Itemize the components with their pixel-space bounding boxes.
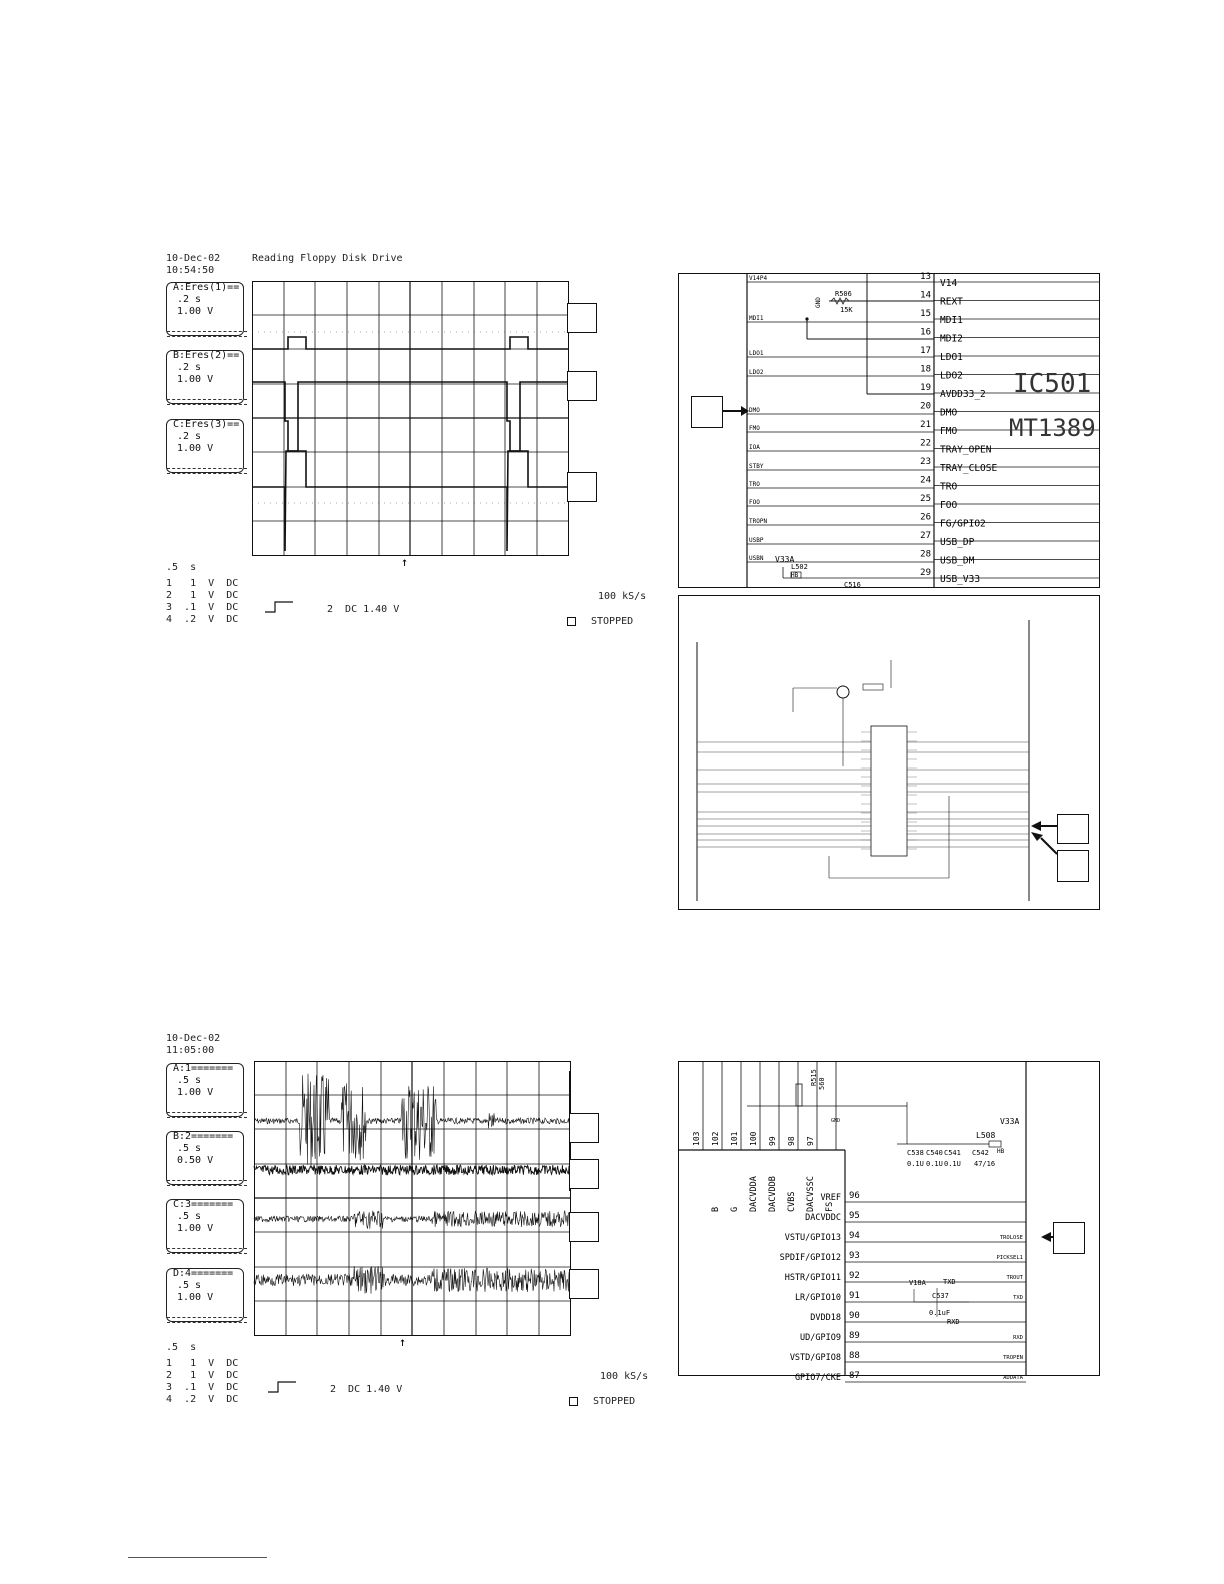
pin-number: 102	[711, 1131, 720, 1146]
menu-time: .5 s	[177, 1280, 202, 1291]
pin-name: TRAY_OPEN	[940, 444, 992, 456]
net-label: FMO	[749, 425, 760, 432]
trigger-edge-icon	[268, 1380, 298, 1394]
ic-part: MT1389	[1009, 414, 1096, 442]
c537-label: C537	[932, 1292, 949, 1300]
trigger-arrow-icon: ↑	[401, 555, 409, 569]
ic-name: IC501	[1013, 369, 1092, 399]
pin-number: 98	[787, 1136, 796, 1146]
scope2-ch2: 2 1 V DC	[166, 1370, 239, 1381]
l508-value: HB	[997, 1148, 1005, 1155]
pin-name: USB_DM	[940, 555, 975, 567]
net-label: STBY	[749, 463, 764, 470]
menu-title: B:Eres(2)==	[173, 350, 240, 361]
stop-indicator-icon	[567, 617, 576, 626]
pin-name: FS	[825, 1201, 835, 1212]
scope1-trigger: 2 DC 1.40 V	[327, 604, 400, 615]
scope2-ch1: 1 1 V DC	[166, 1358, 239, 1369]
net-label: PICKSEL1	[996, 1255, 1023, 1261]
pin-number: 25	[920, 494, 931, 504]
c537-value: 0.1uF	[929, 1309, 951, 1317]
menu-title: A:1=======	[173, 1063, 234, 1074]
c538-label: C538	[907, 1149, 924, 1157]
menu-divider	[167, 1248, 247, 1254]
scope2-menu-b	[166, 1131, 244, 1185]
pin-number: 89	[849, 1331, 860, 1341]
l502-value: HB	[791, 572, 799, 579]
v33a-label: V33A	[775, 555, 795, 564]
scope1-ch1: 1 1 V DC	[166, 578, 239, 589]
scope2-ref-box-2	[569, 1159, 599, 1189]
pin-name: G	[730, 1206, 740, 1212]
scope2-menu-a	[166, 1063, 244, 1117]
pin-name: DVDD18	[810, 1313, 841, 1323]
schem3-ref-box	[1053, 1222, 1085, 1254]
pin-name: FG/GPIO2	[940, 518, 986, 530]
net-label: TRO	[749, 481, 760, 488]
pin-name: USB_DP	[940, 537, 975, 548]
net-label: TXD	[1013, 1295, 1023, 1301]
stop-indicator-icon	[569, 1397, 578, 1406]
pin-name: DACVSSC	[806, 1176, 816, 1212]
scope2-screen	[254, 1061, 572, 1349]
net-label: TROUT	[1006, 1275, 1023, 1281]
scope2-rate: 100 kS/s	[600, 1371, 649, 1382]
menu-title: D:4=======	[173, 1268, 234, 1279]
scope2-status: STOPPED	[593, 1396, 636, 1407]
pin-number: 99	[768, 1136, 777, 1146]
pin-number: 88	[849, 1351, 860, 1361]
scope1-ref-box-2	[567, 371, 597, 401]
scope1-caption: Reading Floppy Disk Drive	[252, 253, 403, 264]
scope2-menu-c	[166, 1199, 244, 1253]
arrow-icon	[1041, 1232, 1051, 1242]
c541-label: C541	[944, 1149, 961, 1157]
arrow-icon-1	[1031, 821, 1041, 831]
scope2-date: 10-Dec-02	[166, 1033, 221, 1044]
v33a-label: V33A	[1000, 1117, 1020, 1126]
menu-divider	[167, 468, 247, 474]
pin-number: 101	[730, 1131, 739, 1146]
pin-name: FMO	[940, 426, 958, 437]
arrow-icon	[741, 406, 749, 416]
scope1-ref-box-1	[567, 303, 597, 333]
pin-number: 29	[920, 568, 931, 578]
pin-number: 19	[920, 383, 931, 393]
gnd-label: GND	[831, 1118, 841, 1124]
schem2-ref-box-1	[1057, 814, 1089, 844]
rxd-node-label: RXD	[947, 1318, 960, 1326]
r506-label: R506	[835, 290, 852, 298]
gnd-label: GND	[815, 297, 822, 308]
net-label: TROLOSE	[999, 1235, 1023, 1241]
scope1-ch4: 4 .2 V DC	[166, 614, 239, 625]
ic-body	[871, 726, 907, 856]
scope2-ch3: 3 .1 V DC	[166, 1382, 239, 1393]
pin-number: 100	[749, 1131, 758, 1146]
net-label: MDI1	[749, 315, 764, 322]
menu-divider	[167, 1180, 247, 1186]
pin-number: 20	[920, 401, 931, 412]
pin-name: DACVDDC	[805, 1213, 841, 1223]
schematic-dac-pins	[678, 1061, 1100, 1383]
net-label: DMO	[749, 407, 760, 414]
r515-resistor	[796, 1084, 802, 1106]
pin-number: 90	[849, 1311, 860, 1321]
pin-number: 21	[920, 420, 931, 430]
trigger-edge-icon	[265, 600, 295, 614]
pin-name: USB_V33	[940, 574, 981, 585]
menu-divider	[167, 331, 247, 337]
pin-number: 91	[849, 1291, 860, 1301]
c516-label: C516	[844, 581, 861, 589]
pin-name: LDO2	[940, 370, 963, 382]
menu-volt: 1.00 V	[177, 374, 214, 385]
pin-number: 28	[920, 549, 931, 560]
pin-name: REXT	[940, 296, 963, 308]
pin-name: LR/GPIO10	[794, 1293, 841, 1303]
scope1-status: STOPPED	[591, 616, 634, 627]
pin-number: 13	[920, 272, 931, 282]
menu-title: A:Eres(1)==	[173, 282, 240, 293]
pin-name: GPIO7/CKE	[794, 1373, 841, 1383]
pin-name: VSTD/GPIO8	[789, 1353, 841, 1363]
schem2-ref-box-2	[1057, 850, 1089, 882]
pin-number: 16	[920, 327, 931, 338]
pin-name: LDO1	[940, 352, 963, 363]
scope1-ch3: 3 .1 V DC	[166, 602, 239, 613]
r506-value: 15K	[840, 306, 853, 314]
pin-name: MDI2	[940, 333, 963, 345]
menu-divider	[167, 1112, 247, 1118]
pin-name: AVDD33_2	[940, 389, 986, 400]
schem1-ref-box	[691, 396, 723, 428]
pin-name: FOO	[940, 500, 958, 511]
pin-name: V14	[940, 278, 958, 289]
schematic-dac-drawing	[679, 1062, 1099, 1383]
c541-value: 0.1U	[944, 1160, 961, 1168]
pin-number: 22	[920, 438, 931, 449]
menu-divider	[167, 1317, 247, 1323]
l502-label: L502	[791, 563, 808, 571]
pin-number: 24	[920, 475, 931, 486]
pin-name: VSTU/GPIO13	[784, 1233, 841, 1243]
scope2-timebase: .5 s	[166, 1342, 197, 1353]
net-label: TROPN	[749, 518, 768, 525]
pin-number: 15	[920, 309, 931, 319]
r515-label: R515	[810, 1069, 818, 1086]
r515-value: 560	[818, 1077, 826, 1090]
pin-number: 27	[920, 531, 931, 541]
net-label: ADDATA	[1003, 1375, 1023, 1381]
scope2-ref-box-3	[569, 1212, 599, 1242]
net-label: LDO1	[749, 350, 764, 357]
pin-number: 87	[849, 1371, 860, 1381]
pin-number: 92	[849, 1271, 860, 1281]
menu-time: .5 s	[177, 1143, 202, 1154]
pin-name: UD/GPIO9	[800, 1333, 841, 1343]
pin-name: TRO	[940, 481, 958, 493]
pin-name: DACVDDB	[768, 1176, 778, 1212]
scope1-menu-a	[166, 282, 244, 336]
pin-name: DACVDDA	[749, 1176, 759, 1212]
scope1-rate: 100 kS/s	[598, 591, 647, 602]
schematic-overview-drawing	[679, 596, 1099, 909]
net-label: IOA	[749, 444, 760, 451]
l508-label: L508	[976, 1131, 996, 1140]
trigger-arrow-icon: ↑	[399, 1335, 407, 1349]
pin-number: 18	[920, 364, 931, 375]
scope2-ch4: 4 .2 V DC	[166, 1394, 239, 1405]
menu-title: C:3=======	[173, 1199, 234, 1210]
scope2-ref-box-1	[569, 1113, 599, 1143]
menu-volt: 1.00 V	[177, 1087, 214, 1098]
pin-name: VREF	[820, 1193, 841, 1203]
menu-volt: 1.00 V	[177, 443, 214, 454]
c540-value: 0.1U	[926, 1160, 943, 1168]
pin-name: TRAY_CLOSE	[940, 463, 998, 474]
menu-time: .2 s	[177, 431, 202, 442]
pin-number: 26	[920, 512, 931, 523]
schematic-detail-overview	[678, 595, 1100, 910]
menu-title: B:2=======	[173, 1131, 234, 1142]
pin-number: 96	[849, 1191, 860, 1201]
menu-volt: 0.50 V	[177, 1155, 214, 1166]
led-icon	[837, 686, 849, 698]
net-label: RXD	[1013, 1335, 1023, 1341]
c538-value: 0.1U	[907, 1160, 924, 1168]
footer-rule	[128, 1557, 267, 1558]
l508-inductor	[989, 1141, 1001, 1147]
pin-name: DMO	[940, 407, 958, 419]
scope2-time: 11:05:00	[166, 1045, 215, 1056]
c542-label: C542	[972, 1149, 989, 1157]
net-label: USBN	[749, 555, 764, 562]
menu-time: .2 s	[177, 362, 202, 373]
txd-node-label: TXD	[943, 1278, 956, 1286]
scope1-menu-b	[166, 350, 244, 404]
menu-volt: 1.00 V	[177, 1223, 214, 1234]
scope1-menu-c	[166, 419, 244, 473]
pin-name: SPDIF/GPIO12	[779, 1253, 841, 1263]
pin-number: 93	[849, 1251, 860, 1261]
scope2-menu-d	[166, 1268, 244, 1322]
net-label: FOO	[749, 499, 760, 506]
scope2-ref-box-4	[569, 1269, 599, 1299]
net-label: V14P4	[749, 275, 768, 282]
menu-divider	[167, 399, 247, 405]
pin-number: 97	[806, 1136, 815, 1146]
pin-name: MDI1	[940, 315, 963, 326]
menu-volt: 1.00 V	[177, 1292, 214, 1303]
pin-number: 103	[692, 1131, 701, 1146]
arrow-icon-2	[1031, 832, 1043, 841]
pin-number: 17	[920, 346, 931, 356]
pin-name: CVBS	[787, 1191, 797, 1212]
v18a-label: V18A	[909, 1279, 926, 1287]
menu-time: .2 s	[177, 294, 202, 305]
scope1-date: 10-Dec-02	[166, 253, 221, 264]
c542-value: 47/16	[974, 1160, 996, 1168]
menu-time: .5 s	[177, 1211, 202, 1222]
menu-time: .5 s	[177, 1075, 202, 1086]
pin-name: HSTR/GPIO11	[784, 1273, 841, 1283]
scope1-timebase: .5 s	[166, 562, 197, 573]
net-label: USBP	[749, 537, 764, 544]
menu-volt: 1.00 V	[177, 306, 214, 317]
net-label: TROPEN	[1003, 1355, 1023, 1361]
schematic-ic501-pins	[678, 273, 1100, 588]
scope1-ch2: 2 1 V DC	[166, 590, 239, 601]
pin-number: 95	[849, 1211, 860, 1221]
menu-title: C:Eres(3)==	[173, 419, 240, 430]
net-label: LDO2	[749, 369, 764, 376]
scope1-time: 10:54:50	[166, 265, 215, 276]
pin-number: 23	[920, 457, 931, 467]
schematic-ic501-drawing	[679, 274, 1099, 587]
pin-name: B	[711, 1206, 721, 1212]
c540-label: C540	[926, 1149, 943, 1157]
pin-number: 94	[849, 1231, 860, 1241]
pin-number: 14	[920, 290, 931, 301]
scope1-ref-box-3	[567, 472, 597, 502]
scope2-trigger: 2 DC 1.40 V	[330, 1384, 403, 1395]
scope1-screen	[252, 281, 570, 569]
